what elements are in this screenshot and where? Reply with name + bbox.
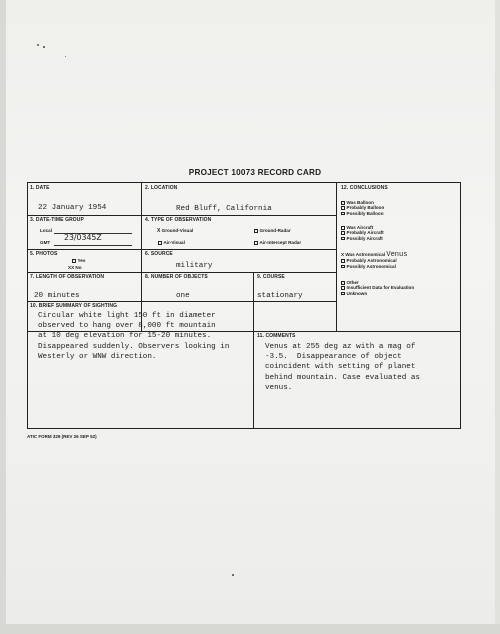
scan-speck: [65, 56, 66, 57]
length-value: 20 minutes: [34, 292, 80, 300]
grid-line: [27, 215, 336, 216]
summary-line: Westerly or WNW direction.: [38, 352, 157, 361]
checkbox: [341, 206, 345, 210]
date-value: 22 January 1954: [38, 204, 107, 212]
conclusion-option: Probably Aircraft: [341, 230, 384, 235]
check-mark: XX: [68, 265, 75, 270]
type-ground-visual: X Ground-Visual: [157, 228, 194, 234]
checkbox: [254, 241, 258, 245]
grid-line: [253, 301, 254, 331]
scan-speck: [232, 574, 234, 576]
scan-edge-bottom: [0, 624, 500, 634]
conclusion-option: Was Balloon: [341, 200, 384, 205]
comments-line: venus.: [265, 383, 293, 392]
comments-text: [265, 342, 420, 393]
conclusions-group-aircraft: [341, 225, 384, 241]
conclusion-option: Other: [341, 280, 414, 285]
length-label: 7. LENGTH OF OBSERVATION: [30, 274, 105, 280]
conclusions-label: 12. CONCLUSIONS: [341, 185, 388, 191]
summary-line: Circular white light 150 ft in diameter: [38, 312, 216, 320]
number-label: 8. NUMBER OF OBJECTS: [145, 274, 208, 280]
checkbox: [158, 241, 162, 245]
comments-line: -3.5. Disappearance of object: [265, 353, 402, 362]
date-label: 1. DATE: [30, 185, 50, 191]
record-card-title: PROJECT 10073 RECORD CARD: [188, 168, 322, 177]
conclusions-group-other: [341, 280, 414, 296]
location-label: 2. LOCATION: [145, 185, 178, 191]
summary-label: 10. BRIEF SUMMARY OF SIGHTING: [30, 303, 118, 309]
type-ground-radar: Ground-Radar: [254, 228, 291, 233]
checkbox: [341, 226, 345, 230]
photos-no: XX No: [68, 265, 82, 270]
checkbox: [254, 229, 258, 233]
checkbox: [341, 231, 345, 235]
grid-line: [141, 272, 142, 302]
grid-line: [336, 182, 337, 331]
source-label: 6. SOURCE: [145, 251, 173, 257]
dtg-gmt-line: [54, 245, 132, 246]
conclusion-option: Possibly Astronomical: [341, 264, 407, 269]
checkbox: [341, 212, 345, 216]
conclusion-option: Insufficient Data for Evaluation: [341, 285, 414, 290]
grid-line: [27, 272, 336, 273]
handwritten-venus: Venus: [386, 251, 408, 259]
type-air-intercept: Air-Intercept Radar: [254, 240, 301, 245]
comments-label: 11. COMMENTS: [257, 333, 296, 339]
number-value: one: [176, 292, 190, 300]
conclusion-option: Probably Astronomical: [341, 258, 407, 263]
course-label: 9. COURSE: [257, 274, 285, 280]
conclusion-option: Possibly Aircraft: [341, 236, 384, 241]
checkbox: [341, 281, 345, 285]
scan-speck: [43, 46, 45, 48]
checkbox: [341, 292, 345, 296]
checkbox: [72, 259, 76, 263]
conclusions-group-balloon: [341, 200, 384, 216]
checkbox: [341, 286, 345, 290]
summary-text: [38, 311, 229, 362]
photos-yes: Yes: [72, 258, 85, 263]
checkbox: [341, 201, 345, 205]
conclusion-option: Probably Balloon: [341, 205, 384, 210]
conclusion-option: Possibly Balloon: [341, 211, 384, 216]
dtg-label: 3. DATE-TIME GROUP: [30, 217, 84, 223]
dtg-gmt-label: GMT: [40, 240, 51, 245]
location-value: Red Bluff, California: [176, 205, 272, 213]
comments-line: coincident with setting of planet: [265, 363, 416, 372]
grid-line: [27, 249, 336, 250]
checkbox: [341, 265, 345, 269]
type-label: 4. TYPE OF OBSERVATION: [145, 217, 212, 223]
checkbox: [341, 259, 345, 263]
conclusion-option: Unknown: [341, 291, 414, 296]
dtg-gmt-value: 23/0345Z: [64, 233, 102, 242]
summary-line: observed to hang over 8,000 ft mountain: [38, 322, 216, 331]
type-air-visual: Air-Visual: [158, 240, 185, 245]
conclusion-option-checked: X Was Astronomical Venus: [341, 251, 408, 259]
grid-line: [27, 301, 336, 302]
comments-line: Venus at 255 deg az with a mag of: [265, 343, 416, 351]
check-mark: X: [341, 252, 345, 257]
checkbox: [341, 237, 345, 241]
scan-edge-right: [495, 0, 500, 634]
summary-line: Disappeared suddenly. Observers looking in: [38, 342, 230, 351]
photos-label: 5. PHOTOS: [30, 251, 58, 257]
source-value: military: [176, 262, 213, 270]
form-footer: ATIC FORM 329 (REV 26 SEP 52): [27, 434, 97, 439]
grid-line: [253, 331, 254, 429]
scan-speck: [37, 44, 39, 46]
comments-line: behind mountain. Case evaluated as: [265, 373, 420, 382]
check-mark: X: [157, 228, 161, 234]
scan-edge-left: [0, 0, 6, 634]
conclusions-group-astronomical: [341, 252, 407, 269]
course-value: stationary: [257, 292, 303, 300]
summary-line: at 10 deg elevation for 15-20 minutes.: [38, 332, 212, 341]
conclusion-option: Was Aircraft: [341, 225, 384, 230]
dtg-local-label: Local: [40, 228, 52, 233]
